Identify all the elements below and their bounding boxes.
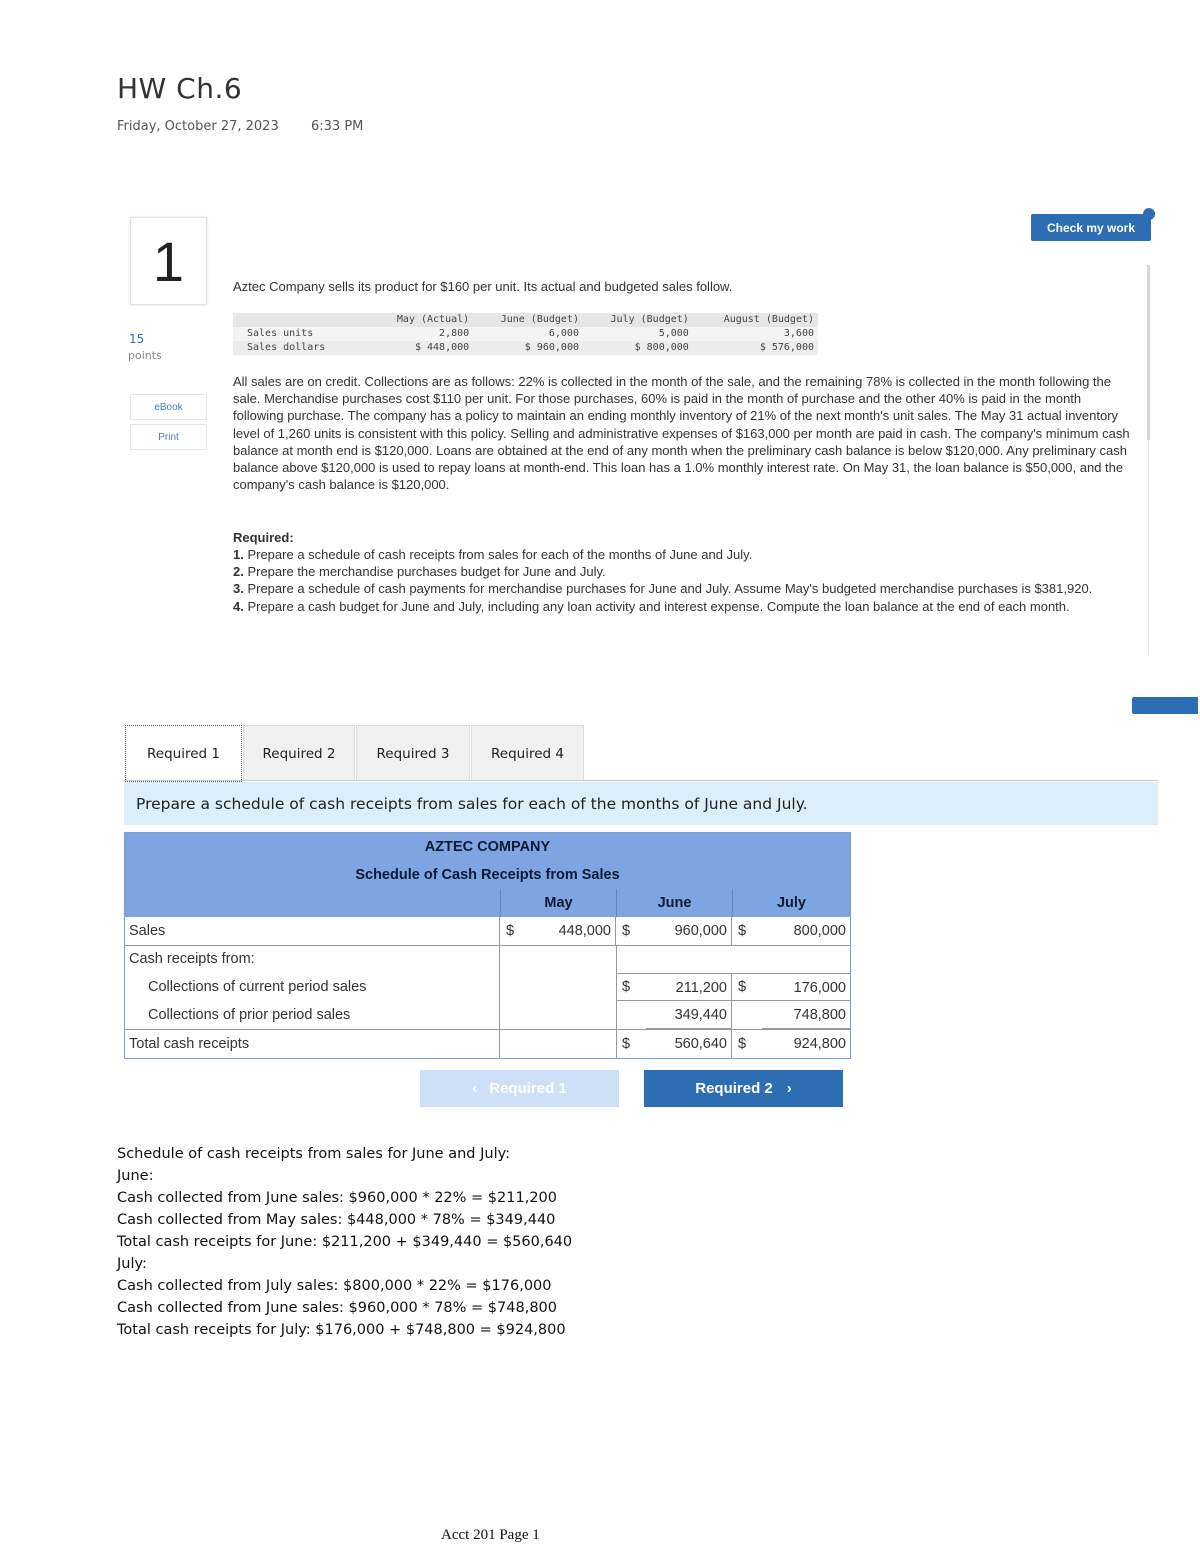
instruction-banner: Prepare a schedule of cash receipts from sales for each of the months of June and July.: [124, 782, 1158, 825]
note-line: Schedule of cash receipts from sales for June and July:: [117, 1146, 511, 1162]
table-cell: $ 448,000: [371, 341, 473, 355]
sales-label: Sales: [125, 917, 500, 945]
check-my-work-button[interactable]: Check my work: [1031, 214, 1151, 241]
required-item: 3. Prepare a schedule of cash payments for merchandise purchases for June and July. Assume May's budgeted merchandise purchases is $381,920.: [233, 581, 1093, 597]
table-cell: 3,600: [693, 327, 818, 341]
note-line: Cash collected from June sales: $960,000 * 78% = $748,800: [117, 1300, 557, 1316]
table-cell: $ 576,000: [693, 341, 818, 355]
next-required-button[interactable]: [644, 1070, 843, 1107]
note-line: Total cash receipts for July: $176,000 + $748,800 = $924,800: [117, 1322, 566, 1338]
table-row: [125, 917, 850, 946]
total-july: 924,800: [793, 1036, 846, 1052]
required-item: 2. Prepare the merchandise purchases budget for June and July.: [233, 564, 606, 580]
check-badge-icon: [1143, 208, 1155, 220]
current-label: Collections of current period sales: [125, 973, 500, 1001]
receipts-from-label: Cash receipts from:: [125, 945, 500, 973]
sales-table-header-cell: [233, 313, 371, 327]
sales-june: 960,000: [646, 917, 732, 945]
chevron-right-icon: ›: [786, 1080, 792, 1097]
table-cell: $ 800,000: [583, 341, 693, 355]
sales-table-header-cell: May (Actual): [371, 313, 473, 327]
points-value: 15: [129, 332, 145, 346]
sales-table-header-cell: June (Budget): [473, 313, 583, 327]
sales-table-header-cell: July (Budget): [583, 313, 693, 327]
tab-required-2[interactable]: Required 2: [243, 725, 355, 781]
dollar-sign: $: [738, 1036, 747, 1052]
row-label: Sales units: [233, 327, 371, 341]
dollar-sign: $: [622, 979, 631, 995]
prior-june-input[interactable]: 349,440: [646, 1001, 732, 1029]
note-line: Total cash receipts for June: $211,200 + $349,440 = $560,640: [117, 1234, 573, 1250]
prior-label: Collections of prior period sales: [125, 1001, 500, 1029]
note-line: June:: [117, 1168, 154, 1184]
col-june: June: [616, 889, 732, 917]
scrollbar[interactable]: [1147, 265, 1150, 440]
dollar-sign: $: [622, 1036, 631, 1052]
table-row: [233, 341, 818, 355]
solution-notes: [117, 1143, 572, 1341]
prev-required-label: Required 1: [489, 1080, 567, 1097]
note-line: Cash collected from June sales: $960,000 * 22% = $211,200: [117, 1190, 557, 1206]
print-button[interactable]: Print: [130, 424, 207, 450]
points-label: points: [128, 349, 162, 362]
sales-may: 448,000: [530, 917, 616, 945]
tab-divider: [124, 780, 1158, 781]
required-item: 4. Prepare a cash budget for June and July, including any loan activity and interest expense. Compute the loan balance at the end of each month.: [233, 598, 1070, 614]
current-june-input[interactable]: 211,200: [646, 973, 732, 1001]
total-label: Total cash receipts: [125, 1030, 500, 1058]
schedule-header-row: [125, 889, 850, 917]
prior-july-input[interactable]: 748,800: [762, 1001, 850, 1029]
cash-receipts-schedule: [124, 832, 851, 1059]
page-footer: Acct 201 Page 1: [441, 1527, 540, 1543]
col-july: July: [732, 889, 850, 917]
table-row: [125, 1001, 850, 1029]
total-row: [125, 1030, 850, 1058]
schedule-company: AZTEC COMPANY: [424, 839, 551, 855]
scrollbar-track: [1148, 440, 1149, 655]
chevron-left-icon: ‹: [472, 1080, 478, 1097]
row-label: Sales dollars: [233, 341, 371, 355]
ebook-button[interactable]: eBook: [130, 394, 207, 420]
problem-body: All sales are on credit. Collections are as follows: 22% is collected in the month of the sale, and the remaining 78% is collected in the month following the sale. Merchandise purchases cost $110 per unit. For those purchases, 60% is paid in the month of purchase and the other 40% is paid in the month following purchase. The company has a policy to maintain an ending monthly inventory of 21% of the next month's unit sales. The May 31 actual inventory level of 1,260 units is consistent with this policy. Selling and administrative expenses of $163,000 per month are paid in cash. The company's minimum cash balance at month end is $120,000. Loans are obtained at the end of any month when the preliminary cash balance is below $120,000. Any preliminary cash balance above $120,000 is used to repay loans at month-end. This loan has a 1.0% monthly interest rate. On May 31, the loan balance is $50,000, and the company's cash balance is $120,000.: [233, 374, 1130, 493]
problem-intro: Aztec Company sells its product for $160 per unit. Its actual and budgeted sales follow.: [233, 279, 733, 294]
question-number: 1: [130, 217, 207, 305]
dollar-sign: $: [622, 923, 631, 939]
dollar-sign: $: [738, 923, 747, 939]
sales-july: 800,000: [793, 923, 846, 939]
table-cell: 2,800: [371, 327, 473, 341]
dollar-sign: $: [738, 979, 747, 995]
table-row: [125, 973, 850, 1001]
table-cell: $ 960,000: [473, 341, 583, 355]
dollar-sign: $: [506, 923, 515, 939]
table-row: [125, 945, 850, 973]
page-date: Friday, October 27, 2023: [117, 119, 279, 134]
table-cell: 6,000: [473, 327, 583, 341]
required-heading: Required:: [233, 530, 294, 545]
required-item: 1. Prepare a schedule of cash receipts from sales for each of the months of June and July.: [233, 547, 753, 562]
note-line: Cash collected from July sales: $800,000 * 22% = $176,000: [117, 1278, 552, 1294]
sales-table-header-cell: August (Budget): [693, 313, 818, 327]
total-june: 560,640: [646, 1030, 732, 1058]
schedule-title: Schedule of Cash Receipts from Sales: [355, 867, 620, 883]
note-line: Cash collected from May sales: $448,000 * 78% = $349,440: [117, 1212, 556, 1228]
sales-table-header: [233, 313, 818, 327]
note-line: July:: [117, 1256, 147, 1272]
prev-required-button[interactable]: [420, 1070, 619, 1107]
current-july-input[interactable]: 176,000: [762, 973, 850, 1001]
page-title: HW Ch.6: [117, 72, 243, 105]
page-time: 6:33 PM: [311, 119, 364, 134]
cropped-check-button[interactable]: [1132, 697, 1198, 714]
tab-required-1[interactable]: Required 1: [125, 725, 242, 782]
col-may: May: [500, 889, 616, 917]
sales-table: [233, 313, 818, 355]
tab-required-3[interactable]: Required 3: [356, 725, 470, 781]
table-row: [233, 327, 818, 341]
table-cell: 5,000: [583, 327, 693, 341]
next-required-label: Required 2: [695, 1080, 773, 1097]
tab-required-4[interactable]: Required 4: [471, 725, 584, 781]
required-list: [233, 546, 1128, 615]
